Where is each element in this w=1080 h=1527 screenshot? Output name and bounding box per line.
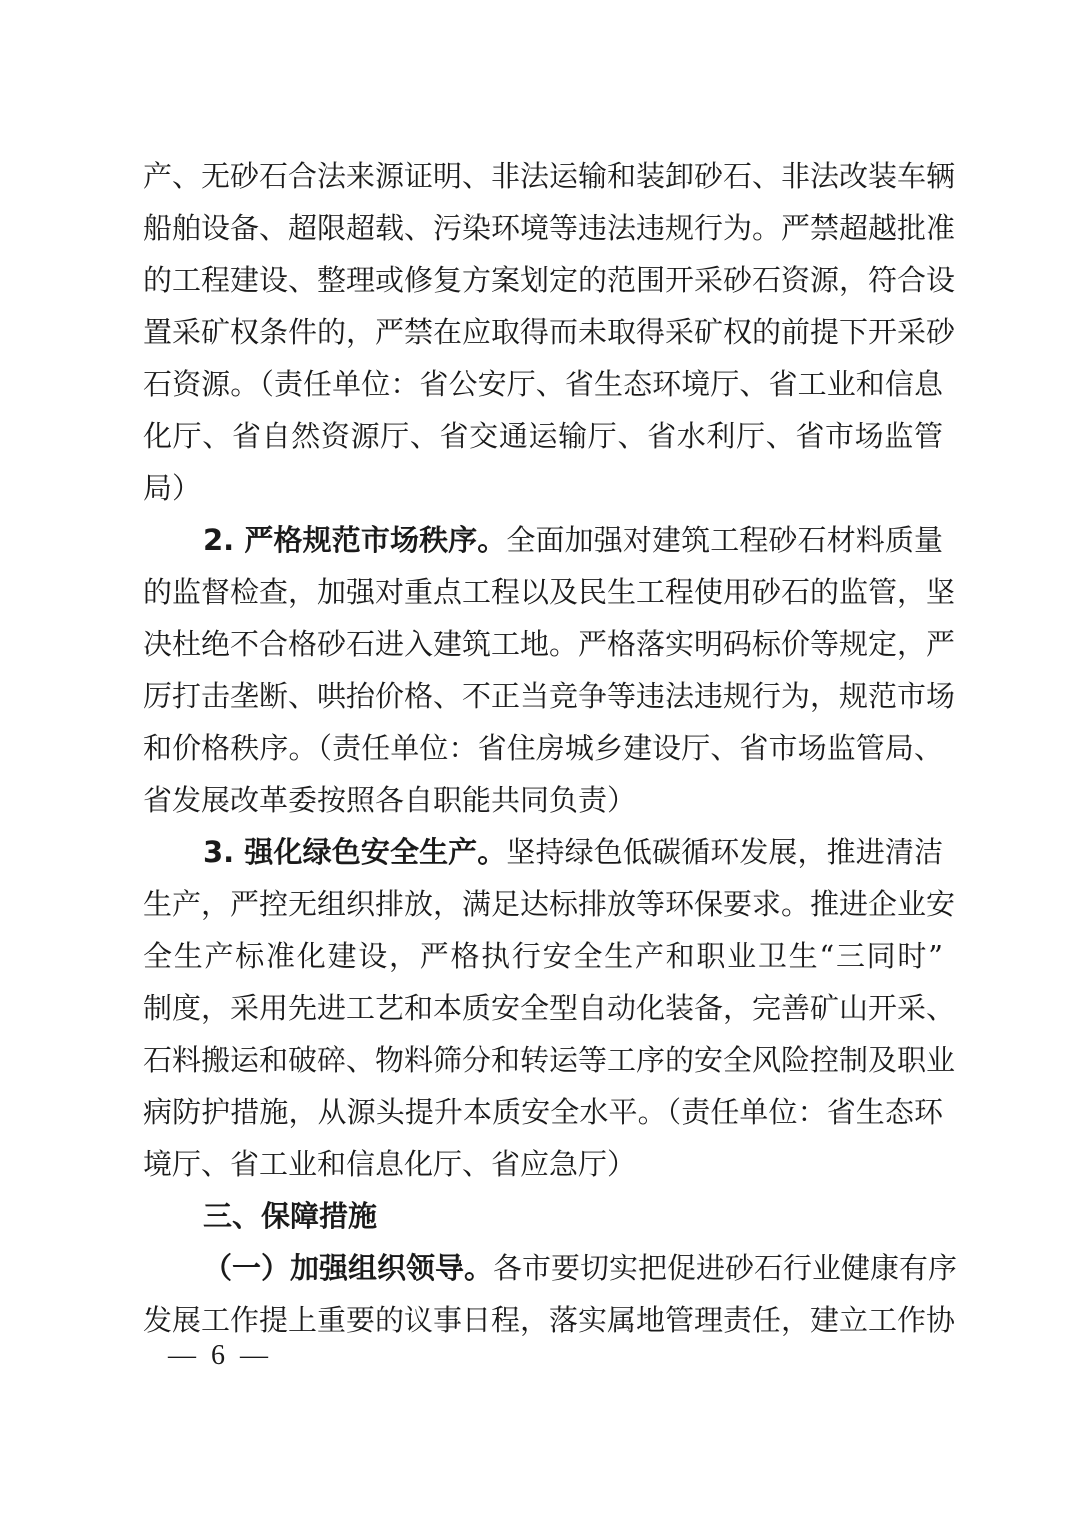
item-text: 各市要切实把促进砂石行业健康有序 <box>493 1251 958 1285</box>
item-text: 坚持绿色低碳循环发展，推进清洁 <box>506 835 943 869</box>
text-line: 石料搬运和破碎、物料筛分和转运等工序的安全风险控制及职业 <box>143 1043 956 1077</box>
text-line: 省发展改革委按照各自职能共同负责） <box>143 783 637 817</box>
text-line: 发展工作提上重要的议事日程，落实属地管理责任，建立工作协 <box>143 1303 956 1337</box>
text-line: 船舶设备、超限超载、污染环境等违法违规行为。严禁超越批准 <box>143 211 956 245</box>
text-line: 置采矿权条件的，严禁在应取得而未取得采矿权的前提下开采砂 <box>143 315 956 349</box>
text-line-first <box>143 514 943 566</box>
item-title: （一）加强组织领导。 <box>203 1251 494 1285</box>
document-page <box>143 150 958 1346</box>
text-line: 决杜绝不合格砂石进入建筑工地。严格落实明码标价等规定，严 <box>143 627 956 661</box>
text-line: 产、无砂石合法来源证明、非法运输和装卸砂石、非法改装车辆 <box>143 159 956 193</box>
paragraph-item-2 <box>143 514 956 826</box>
text-line: 局） <box>143 471 202 505</box>
text-line: 生产，严控无组织排放，满足达标排放等环保要求。推进企业安 <box>143 887 956 921</box>
item-text: 全面加强对建筑工程砂石材料质量 <box>506 523 943 557</box>
text-line-first <box>143 826 943 878</box>
paragraph-item-3 <box>143 826 956 1190</box>
text-line: 的监督检查，加强对重点工程以及民生工程使用砂石的监管，坚 <box>143 575 956 609</box>
text-line: 和价格秩序。（责任单位：省住房城乡建设厅、省市场监管局、 <box>143 731 943 765</box>
text-line: 石资源。（责任单位：省公安厅、省生态环境厅、省工业和信息 <box>143 367 943 401</box>
paragraph-sub-1 <box>143 1242 958 1346</box>
text-line: 厉打击垄断、哄抬价格、不正当竞争等违法违规行为，规范市场 <box>143 679 956 713</box>
paragraph-continued <box>143 150 956 514</box>
text-line: 境厅、省工业和信息化厅、省应急厅） <box>143 1147 637 1181</box>
text-line: 化厅、省自然资源厅、省交通运输厅、省水利厅、省市场监管 <box>143 419 943 453</box>
text-line: 制度，采用先进工艺和本质安全型自动化装备，完善矿山开采、 <box>143 991 956 1025</box>
item-title: 3. 强化绿色安全生产。 <box>203 835 507 869</box>
section-heading: 三、保障措施 <box>203 1199 378 1233</box>
item-title: 2. 严格规范市场秩序。 <box>203 523 507 557</box>
text-line: 全生产标准化建设，严格执行安全生产和职业卫生“三同时” <box>143 939 943 973</box>
text-line: 的工程建设、整理或修复方案划定的范围开采砂石资源，符合设 <box>143 263 956 297</box>
text-line: 病防护措施，从源头提升本质安全水平。（责任单位：省生态环 <box>143 1095 943 1129</box>
section-heading-block <box>143 1190 943 1242</box>
text-line-first <box>143 1242 958 1294</box>
page-number: — 6 — <box>168 1340 272 1371</box>
